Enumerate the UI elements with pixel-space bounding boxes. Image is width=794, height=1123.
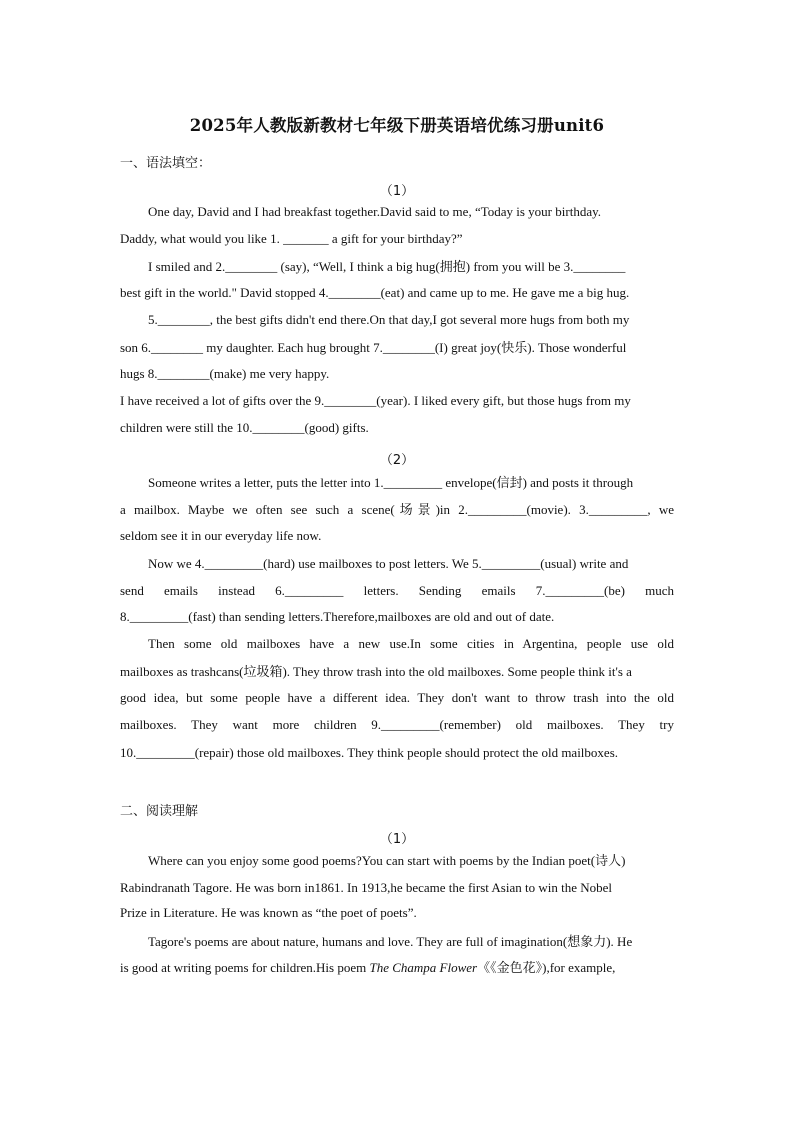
- passage-line: [120, 959, 674, 977]
- passage-line: 8._________(fast) than sending letters.Therefore,mailboxes are old and out of date.: [120, 609, 555, 624]
- passage-line: Tagore's poems are about nature, humans and love. They are full of imagination(想象力). He: [148, 934, 633, 949]
- passage-line: children were still the 10.________(good) gifts.: [120, 420, 369, 435]
- passage-line: hugs 8.________(make) me very happy.: [120, 366, 330, 381]
- passage-line: 5.________, the best gifts didn't end there.On that day,I got several more hugs from both my: [148, 312, 630, 327]
- passage-line: Then some old mailboxes have a new use.In some cities in Argentina, people use old: [148, 636, 674, 651]
- passage-line: Now we 4._________(hard) use mailboxes to post letters. We 5._________(usual) write and: [148, 556, 629, 571]
- passage-line: Daddy, what would you like 1. _______ a gift for your birthday?”: [120, 231, 463, 246]
- passage-line: best gift in the world." David stopped 4.________(eat) and came up to me. He gave me a big hug.: [120, 285, 630, 300]
- document-title: 2025年人教版新教材七年级下册英语培优练习册unit6: [189, 116, 605, 135]
- passage-line: I have received a lot of gifts over the 9.________(year). I liked every gift, but those hugs from my: [120, 393, 631, 408]
- passage-line: seldom see it in our everyday life now.: [120, 528, 322, 543]
- passage-line: Where can you enjoy some good poems?You can start with poems by the Indian poet(诗人): [148, 853, 626, 868]
- passage-number: （2）: [379, 453, 415, 468]
- passage-number: （1）: [379, 832, 415, 847]
- passage-line: Rabindranath Tagore. He was born in1861. In 1913,he became the first Asian to win the Nobel: [120, 880, 613, 895]
- passage-line: Someone writes a letter, puts the letter into 1._________ envelope(信封) and posts it through: [148, 475, 634, 490]
- passage-line: 10._________(repair) those old mailboxes. They think people should protect the old mailboxes.: [120, 745, 618, 760]
- line-text: 《《金色花》),for example,: [477, 960, 616, 975]
- section-heading-grammar: 一、语法填空：: [120, 156, 212, 171]
- passage-line: mailboxes. They want more children 9._________(remember) old mailboxes. They try: [120, 717, 674, 732]
- passage-line: son 6.________ my daughter. Each hug brought 7.________(I) great joy(快乐). Those wonderful: [120, 340, 627, 355]
- passage-line: send emails instead 6._________ letters. Sending emails 7._________(be) much: [120, 583, 674, 598]
- passage-number: （1）: [379, 184, 415, 199]
- passage-line: mailboxes as trashcans(垃圾箱). They throw trash into the old mailboxes. Some people think it's a: [120, 664, 632, 679]
- line-text: is good at writing poems for children.His poem: [120, 960, 370, 975]
- passage-line: I smiled and 2.________ (say), “Well, I think a big hug(拥抱) from you will be 3.________: [148, 259, 626, 274]
- passage-line: a mailbox. Maybe we often see such a scene(场景)in 2._________(movie). 3._________, we: [120, 502, 674, 517]
- passage-line: Prize in Literature. He was known as “the poet of poets”.: [120, 905, 417, 920]
- section-heading-reading: 二、阅读理解: [120, 804, 199, 819]
- passage-line: One day, David and I had breakfast together.David said to me, “Today is your birthday.: [148, 204, 601, 219]
- poem-title: The Champa Flower: [369, 960, 478, 975]
- passage-line: good idea, but some people have a different idea. They don't want to throw trash into the old: [120, 690, 674, 705]
